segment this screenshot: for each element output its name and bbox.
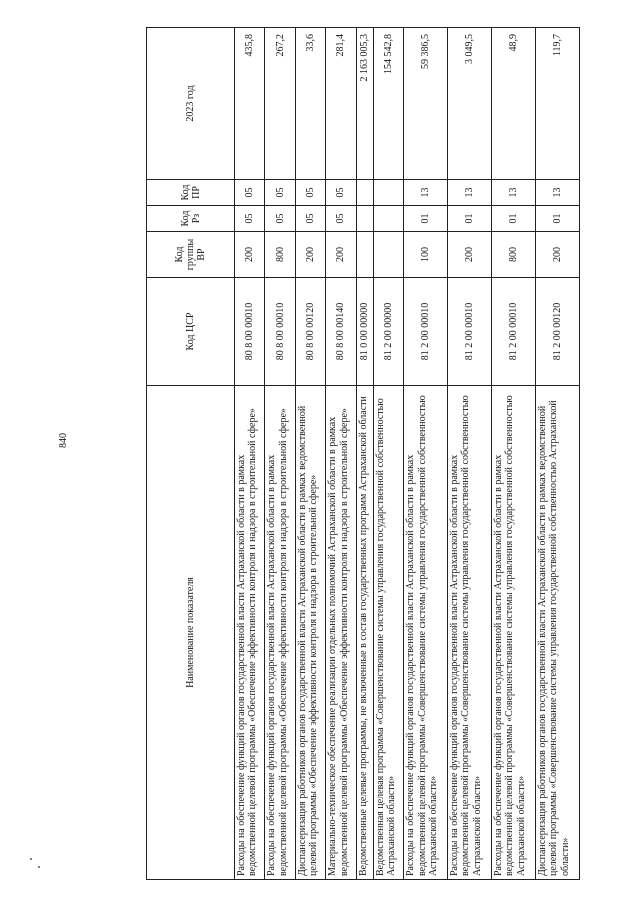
row-csr: 80 8 00 00140 [326,278,356,386]
row-amount: 59 386,5 [404,28,448,180]
row-vr: 200 [235,232,265,278]
row-name: Диспансеризация работников органов государственной власти Астраханской области в рамках ведомственной целевой программы «Обеспечение эффективности контроля и надзора в строительной сфере» [295,386,325,880]
budget-table [146,27,580,880]
row-pr: 05 [265,180,295,206]
row-rz: 01 [404,206,448,232]
row-csr: 81 0 00 00000 [356,278,373,386]
row-rz: 01 [448,206,492,232]
table-row [536,28,580,880]
table-row [492,28,536,880]
row-csr: 81 2 00 00120 [536,278,580,386]
row-csr: 81 2 00 00010 [448,278,492,386]
header-year: 2023 год [147,28,235,180]
header-vr: Код группы ВР [147,232,235,278]
row-csr: 80 8 00 00010 [235,278,265,386]
row-vr: 200 [536,232,580,278]
row-amount: 48,9 [492,28,536,180]
row-csr: 80 8 00 00120 [295,278,325,386]
row-amount: 2 163 005,3 [356,28,373,180]
row-amount: 3 049,5 [448,28,492,180]
header-csr: Код ЦСР [147,278,235,386]
row-csr: 81 2 00 00010 [404,278,448,386]
table-row [373,28,403,880]
row-name: Расходы на обеспечение функций органов государственной власти Астраханской области в рамках ведомственной целевой программы «Обеспечение эффективности контроля и надзора в строительной сфере» [265,386,295,880]
row-name: Ведомственные целевые программы, не включенные в состав государственных программ Астраханской области [356,386,373,880]
row-vr [356,232,373,278]
row-rz: 05 [265,206,295,232]
row-pr: 05 [295,180,325,206]
header-name: Наименование показателя [147,386,235,880]
row-csr: 80 8 00 00010 [265,278,295,386]
row-pr: 13 [404,180,448,206]
page-number: 840 [58,433,69,448]
row-amount: 267,2 [265,28,295,180]
table-header-row [147,28,235,880]
table-row [404,28,448,880]
row-pr [373,180,403,206]
row-vr: 200 [448,232,492,278]
row-csr: 81 2 00 00010 [492,278,536,386]
row-name: Расходы на обеспечение функций органов государственной власти Астраханской области в рамках ведомственной целевой программы «Совершенствование системы управления государственной собственностью Астраханской области» [492,386,536,880]
row-name: Материально-техническое обеспечение реализации отдельных полномочий Астраханской области в рамках ведомственной целевой программы «Обеспечение эффективности контроля и надзора в строительной сфере» [326,386,356,880]
row-pr: 05 [326,180,356,206]
row-amount: 435,8 [235,28,265,180]
row-name: Расходы на обеспечение функций органов государственной власти Астраханской области в рамках ведомственной целевой программы «Обеспечение эффективности контроля и надзора в строительной сфере» [235,386,265,880]
row-amount: 33,6 [295,28,325,180]
row-name: Ведомственная целевая программа «Совершенствование системы управления государственной собственностью Астраханской области» [373,386,403,880]
rotated-table-container [146,28,580,880]
row-pr: 05 [235,180,265,206]
row-vr: 200 [326,232,356,278]
header-rz: Код Рз [147,206,235,232]
row-name: Расходы на обеспечение функций органов государственной власти Астраханской области в рамках ведомственной целевой программы «Совершенствование системы управления государственной собственностью Астраханской области» [404,386,448,880]
table-row [295,28,325,880]
row-vr: 800 [492,232,536,278]
row-rz: 05 [235,206,265,232]
header-pr: Код ПР [147,180,235,206]
row-vr: 800 [265,232,295,278]
scan-speck [30,858,32,860]
row-name: Диспансеризация работников органов государственной власти Астраханской области в рамках ведомственной целевой программы «Совершенствование системы управления государственной собственностью Астраханской области» [536,386,580,880]
row-vr: 100 [404,232,448,278]
row-amount: 154 542,8 [373,28,403,180]
row-rz: 05 [295,206,325,232]
row-pr [356,180,373,206]
table-row [265,28,295,880]
row-rz [373,206,403,232]
row-amount: 281,4 [326,28,356,180]
row-rz: 01 [492,206,536,232]
row-amount: 119,7 [536,28,580,180]
row-pr: 13 [536,180,580,206]
row-vr: 200 [295,232,325,278]
row-vr [373,232,403,278]
row-pr: 13 [448,180,492,206]
table-row [235,28,265,880]
row-pr: 13 [492,180,536,206]
table-row [448,28,492,880]
row-rz: 05 [326,206,356,232]
row-rz [356,206,373,232]
row-name: Расходы на обеспечение функций органов государственной власти Астраханской области в рамках ведомственной целевой программы «Совершенствование системы управления государственной собственностью Астраханской области» [448,386,492,880]
scan-speck [38,866,40,868]
row-rz: 01 [536,206,580,232]
table-row [326,28,356,880]
row-csr: 81 2 00 00000 [373,278,403,386]
table-row [356,28,373,880]
